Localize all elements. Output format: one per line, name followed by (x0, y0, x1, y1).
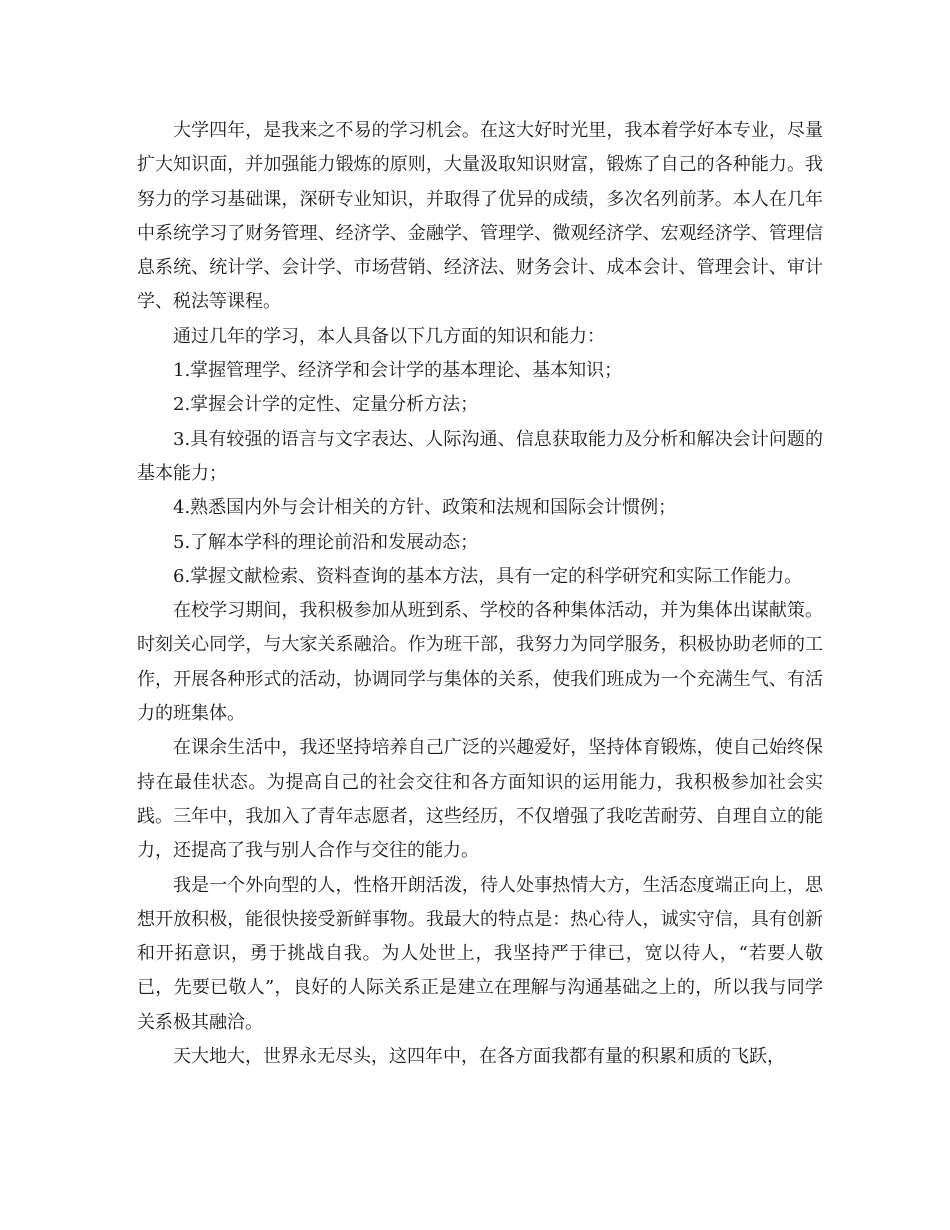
paragraph-extracurricular: 在课余生活中，我还坚持培养自己广泛的兴趣爱好，坚持体育锻炼，使自己始终保持在最佳状态。为提高自己的社会交往和各方面知识的运用能力，我积极参加社会实践。三年中，我加入了青年志愿者，这些经历，不仅增强了我吃苦耐劳、自理自立的能力，还提高了我与别人合作与交往的能力。 (137, 737, 823, 862)
list-item-3: 3.具有较强的语言与文字表达、人际沟通、信息获取能力及分析和解决会计问题的基本能力； (137, 428, 823, 484)
list-item-5: 5.了解本学科的理论前沿和发展动态； (173, 531, 479, 553)
list-item-6: 6.掌握文献检索、资料查询的基本方法，具有一定的科学研究和实际工作能力。 (173, 565, 803, 587)
paragraph-abilities-intro: 通过几年的学习，本人具备以下几方面的知识和能力： (173, 325, 605, 347)
list-item-4: 4.熟悉国内外与会计相关的方针、政策和法规和国际会计惯例； (173, 497, 677, 519)
list-item-2: 2.掌握会计学的定性、定量分析方法； (173, 394, 479, 416)
paragraph-closing: 天大地大，世界永无尽头，这四年中，在各方面我都有量的积累和质的飞跃， (173, 1046, 785, 1068)
document-body (137, 114, 823, 1074)
paragraph-campus-activities: 在校学习期间，我积极参加从班到系、学校的各种集体活动，并为集体出谋献策。时刻关心同学，与大家关系融洽。作为班干部，我努力为同学服务，积极协助老师的工作，开展各种形式的活动，协调同学与集体的关系，使我们班成为一个充满生气、有活力的班集体。 (137, 600, 823, 725)
paragraph-personality: 我是一个外向型的人，性格开朗活泼，待人处事热情大方，生活态度端正向上，思想开放积极，能很快接受新鲜事物。我最大的特点是：热心待人，诚实守信，具有创新和开拓意识，勇于挑战自我。为人处世上，我坚持严于律已，宽以待人，“若要人敬已，先要已敬人”，良好的人际关系正是建立在理解与沟通基础之上的，所以我与同学关系极其融洽。 (137, 874, 823, 1033)
paragraph-study: 大学四年，是我来之不易的学习机会。在这大好时光里，我本着学好本专业，尽量扩大知识面，并加强能力锻炼的原则，大量汲取知识财富，锻炼了自己的各种能力。我努力的学习基础课，深研专业知识，并取得了优异的成绩，多次名列前茅。本人在几年中系统学习了财务管理、经济学、金融学、管理学、微观经济学、宏观经济学、管理信息系统、统计学、会计学、市场营销、经济法、财务会计、成本会计、管理会计、审计学、税法等课程。 (137, 120, 823, 313)
list-item-1: 1.掌握管理学、经济学和会计学的基本理论、基本知识； (173, 360, 623, 382)
